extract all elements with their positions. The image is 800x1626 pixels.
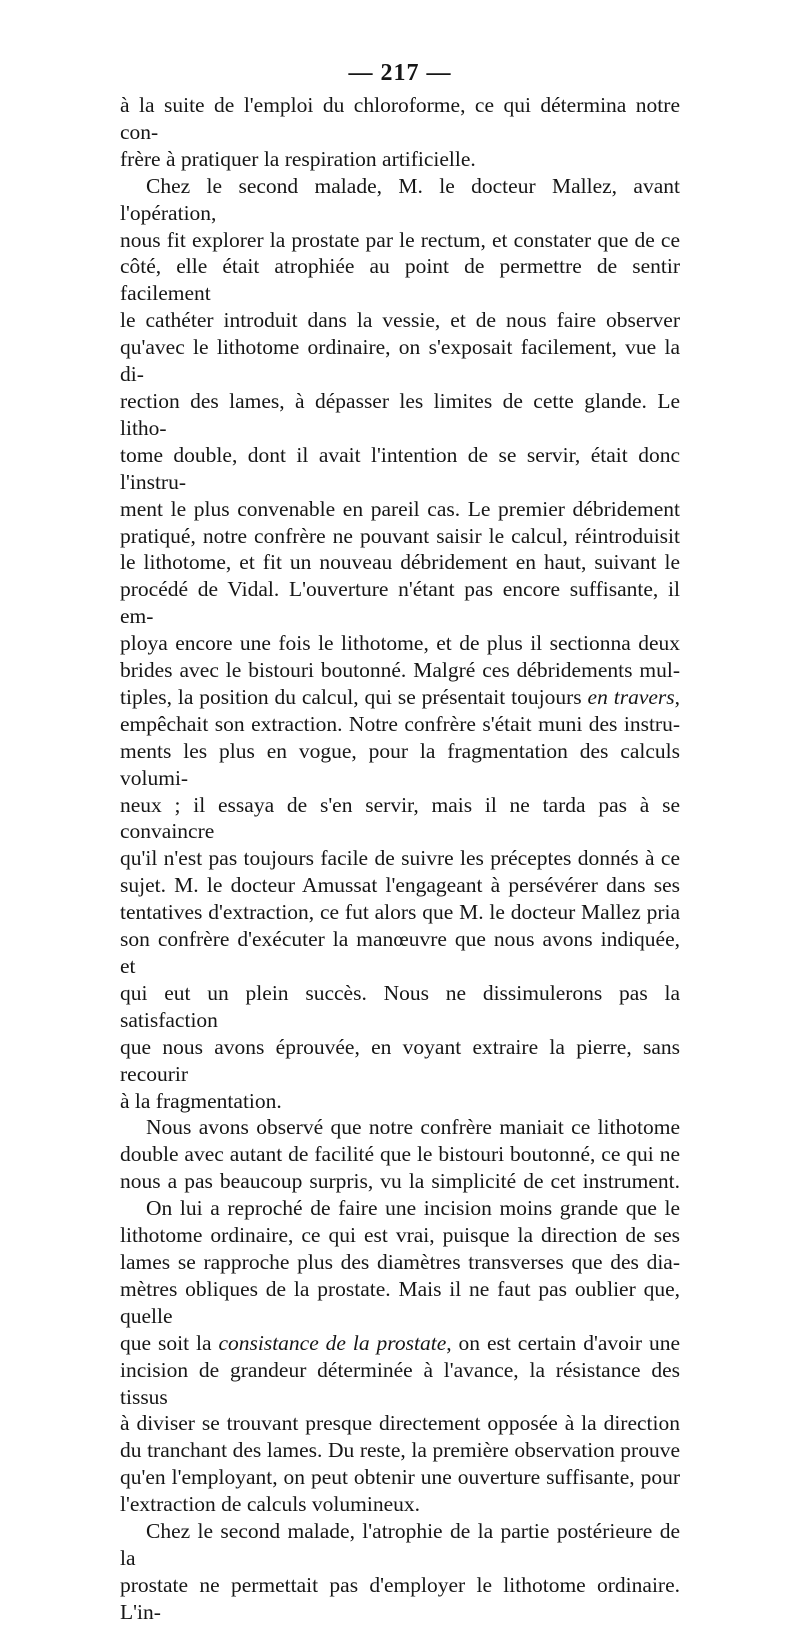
text-line: que nous avons éprouvée, en voyant extraire la pierre, sans recourir (120, 1034, 680, 1086)
text-line: neux ; il essaya de s'en servir, mais il ne tarda pas à se convaincre (120, 792, 680, 844)
text-line: Nous avons observé que notre confrère maniait ce lithotome (146, 1115, 680, 1140)
text-line: à la fragmentation. (120, 1088, 282, 1113)
text-line: Chez le second malade, l'atrophie de la partie postérieure de la (120, 1519, 680, 1570)
text-line: sujet. M. le docteur Amussat l'engageant à persévérer dans ses (120, 873, 680, 898)
paragraph-1 (120, 92, 680, 173)
text-line: que soit la consistance de la prostate, on est certain d'avoir une (120, 1330, 681, 1355)
text-line: tentatives d'extraction, ce fut alors que M. le docteur Mallez pria (120, 900, 680, 925)
text-line: lithotome ordinaire, ce qui est vrai, puisque la direction de ses (120, 1223, 680, 1248)
text-line: On lui a reproché de faire une incision moins grande que le (146, 1196, 680, 1221)
text-line: le lithotome, et fit un nouveau débridement en haut, suivant le (120, 550, 680, 575)
paragraph-3 (120, 1114, 680, 1195)
text-line: le cathéter introduit dans la vessie, et de nous faire observer (120, 308, 680, 333)
text-line: double avec autant de facilité que le bistouri boutonné, ce qui ne (120, 1142, 680, 1167)
text-line: frère à pratiquer la respiration artificielle. (120, 146, 476, 171)
text-line: côté, elle était atrophiée au point de permettre de sentir facilement (120, 254, 680, 306)
text-line: brides avec le bistouri boutonné. Malgré ces débridements mul- (120, 658, 680, 683)
paragraph-4 (120, 1195, 680, 1518)
text-line: l'extraction de calculs volumineux. (120, 1492, 421, 1517)
text-line: lames se rapproche plus des diamètres transverses que des dia- (120, 1249, 680, 1274)
text-line: qu'il n'est pas toujours facile de suivre les préceptes donnés à ce (120, 846, 680, 871)
paragraph-2 (120, 173, 680, 1115)
text-line: empêchait son extraction. Notre confrère s'était muni des instru- (120, 711, 680, 736)
text-line: pratiqué, notre confrère ne pouvant saisir le calcul, réintroduisit (120, 523, 680, 548)
text-line: qui eut un plein succès. Nous ne dissimulerons pas la satisfaction (120, 980, 680, 1032)
text-line: rection des lames, à dépasser les limites de cette glande. Le litho- (120, 388, 680, 440)
text-line: nous fit explorer la prostate par le rectum, et constater que de ce (120, 227, 680, 252)
text-line: qu'en l'employant, on peut obtenir une ouverture suffisante, pour (120, 1465, 680, 1490)
text-line: Chez le second malade, M. le docteur Mallez, avant l'opération, (120, 173, 680, 225)
text-line: à diviser se trouvant presque directement opposée à la direction (120, 1411, 680, 1436)
text-line: ments les plus en vogue, pour la fragmentation des calculs volumi- (120, 738, 680, 790)
text-line: du tranchant des lames. Du reste, la première observation prouve (120, 1438, 680, 1463)
text-line: prostate ne permettait pas d'employer le lithotome ordinaire. L'in- (120, 1572, 680, 1624)
page-number: — 217 — (348, 60, 452, 86)
text-line: mètres obliques de la prostate. Mais il ne faut pas oublier que, quelle (120, 1276, 680, 1328)
text-line: nous a pas beaucoup surpris, vu la simplicité de cet instrument. (120, 1169, 680, 1194)
text-line: tiples, la position du calcul, qui se présentait toujours en travers, (120, 684, 681, 709)
book-page (120, 58, 680, 1626)
text-line: qu'avec le lithotome ordinaire, on s'exposait facilement, vue la di- (120, 335, 680, 387)
text-line: son confrère d'exécuter la manœuvre que nous avons indiquée, et (120, 927, 680, 978)
paragraph-5 (120, 1518, 680, 1626)
text-line: tome double, dont il avait l'intention de se servir, était donc l'instru- (120, 442, 680, 494)
text-line: incision de grandeur déterminée à l'avance, la résistance des tissus (120, 1357, 680, 1409)
text-line: ment le plus convenable en pareil cas. Le premier débridement (120, 496, 680, 521)
text-line: procédé de Vidal. L'ouverture n'étant pas encore suffisante, il em- (120, 577, 680, 629)
text-line: ploya encore une fois le lithotome, et de plus il sectionna deux (120, 631, 680, 656)
text-line: à la suite de l'emploi du chloroforme, ce qui détermina notre con- (120, 93, 680, 144)
